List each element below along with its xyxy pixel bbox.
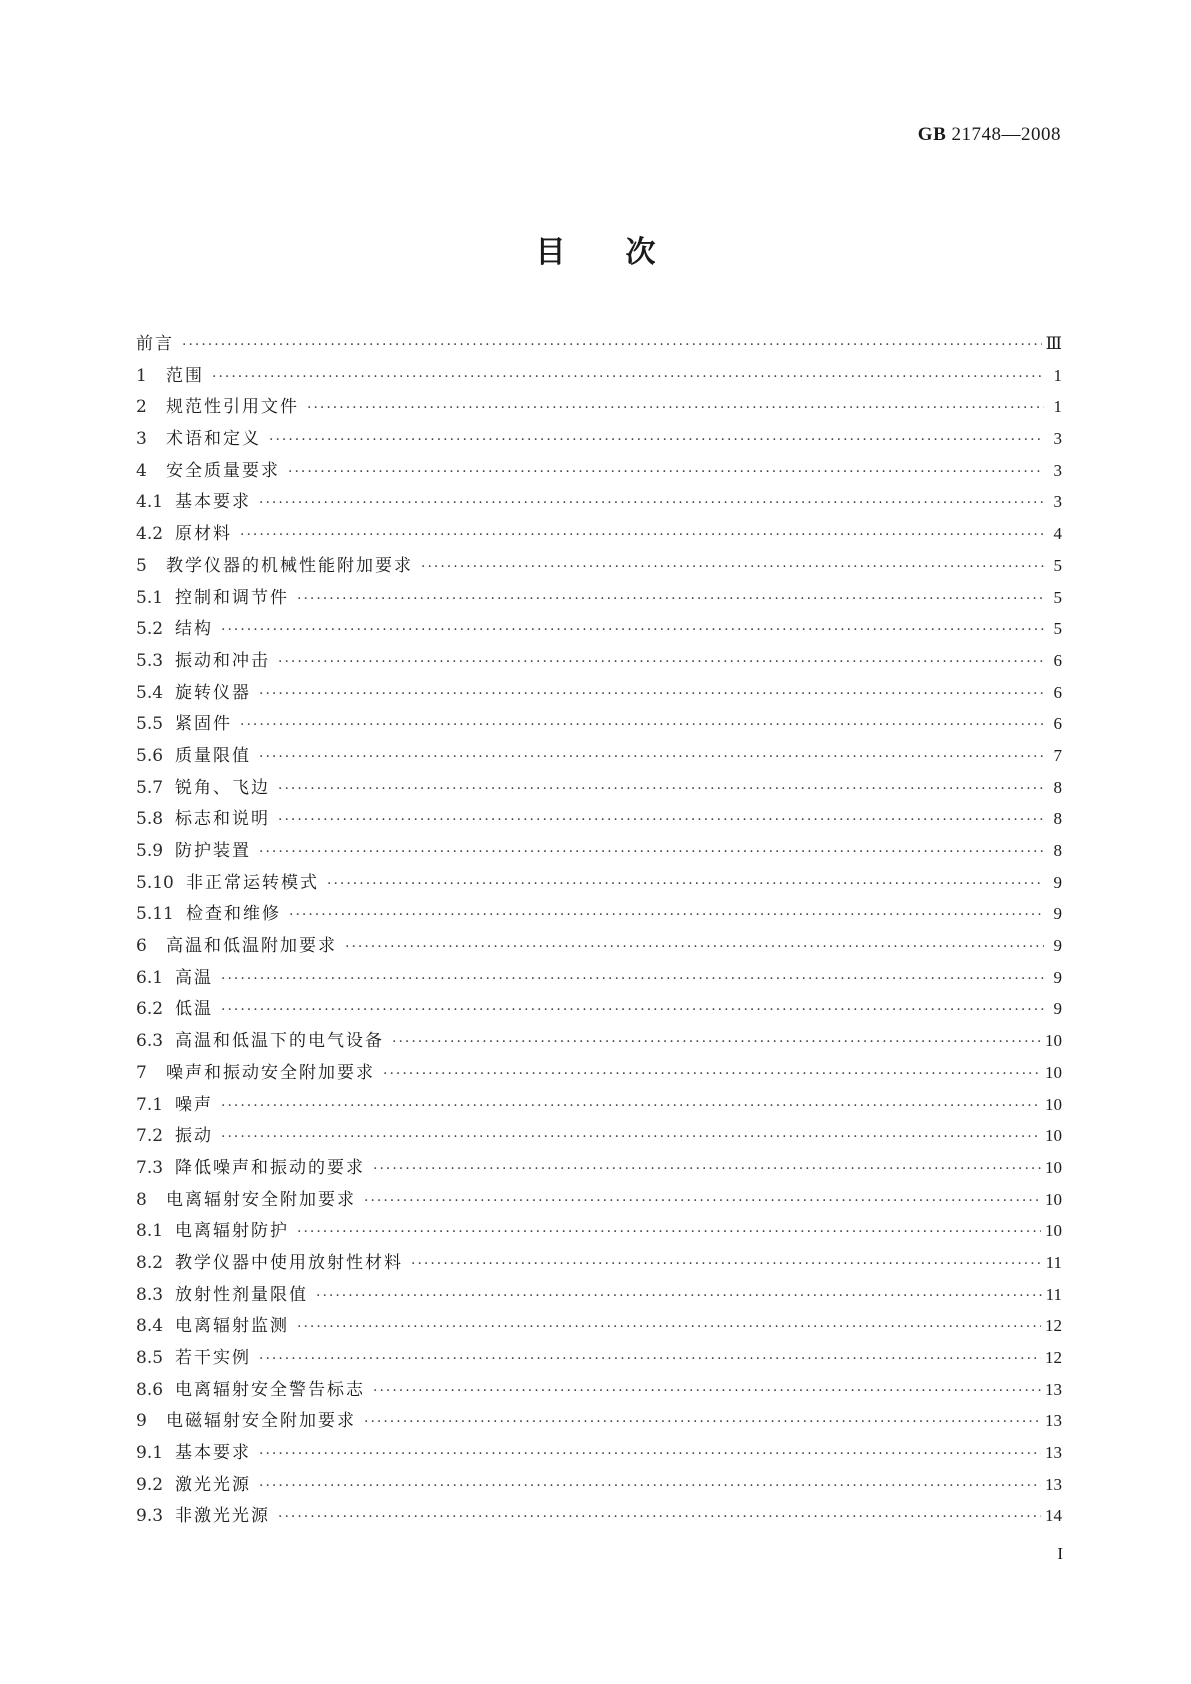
toc-entry[interactable] xyxy=(136,455,1062,487)
toc-entry[interactable] xyxy=(136,835,1062,867)
toc-entry-page: 6 xyxy=(1053,682,1062,702)
toc-entry-number: 8.6 xyxy=(136,1379,164,1400)
toc-leader-dots xyxy=(212,362,1044,394)
toc-entry-label: 原材料 xyxy=(175,524,232,545)
document-code-number: 21748—2008 xyxy=(951,124,1061,145)
toc-entry-page: Ⅲ xyxy=(1045,334,1062,353)
toc-leader-dots xyxy=(297,584,1044,616)
toc-leader-dots xyxy=(259,1344,1041,1376)
toc-entry-label: 噪声 xyxy=(175,1094,213,1115)
page-title: 目次 xyxy=(535,235,716,270)
toc-entry-page: 10 xyxy=(1045,1031,1062,1051)
toc-entry-page: 4 xyxy=(1053,524,1062,544)
toc-entry-number: 9 xyxy=(136,1411,147,1432)
toc-leader-dots xyxy=(182,330,1042,362)
toc-entry-label: 高温 xyxy=(175,967,213,988)
toc-entry-page: 1 xyxy=(1053,397,1062,417)
toc-leader-dots xyxy=(221,1091,1041,1123)
toc-entry[interactable] xyxy=(136,1342,1062,1374)
toc-entry-label: 非正常运转模式 xyxy=(186,872,319,893)
toc-entry-label: 低温 xyxy=(175,999,213,1020)
toc-entry[interactable] xyxy=(136,423,1062,455)
toc-entry[interactable] xyxy=(136,550,1062,582)
toc-entry-number: 5.3 xyxy=(136,650,164,671)
toc-entry[interactable] xyxy=(136,1152,1062,1184)
toc-leader-dots xyxy=(221,1122,1041,1154)
toc-entry-number: 8.5 xyxy=(136,1348,164,1368)
toc-entry-number: 8 xyxy=(136,1189,147,1210)
toc-entry-label: 安全质量要求 xyxy=(166,460,280,481)
toc-entry-page: 13 xyxy=(1045,1443,1062,1463)
toc-entry-label: 标志和说明 xyxy=(175,809,270,830)
toc-entry-page: 9 xyxy=(1053,936,1062,956)
toc-entry[interactable] xyxy=(136,391,1062,423)
toc-entry[interactable] xyxy=(136,898,1062,930)
toc-entry-page: 8 xyxy=(1053,777,1062,797)
toc-entry[interactable] xyxy=(136,645,1062,677)
toc-entry-page: 8 xyxy=(1053,809,1062,829)
toc-entry-number: 7 xyxy=(136,1062,147,1083)
toc-entry-page: 5 xyxy=(1053,619,1062,639)
toc-leader-dots xyxy=(327,869,1044,901)
toc-entry-page: 6 xyxy=(1053,714,1062,734)
toc-entry[interactable] xyxy=(136,360,1062,392)
toc-entry-page: 13 xyxy=(1045,1379,1062,1399)
toc-entry-page: 3 xyxy=(1053,460,1062,480)
toc-entry-number: 3 xyxy=(136,429,147,450)
toc-entry-page: 3 xyxy=(1053,429,1062,449)
toc-entry-label: 高温和低温下的电气设备 xyxy=(175,1031,384,1052)
toc-entry[interactable] xyxy=(136,582,1062,614)
toc-entry[interactable] xyxy=(136,677,1062,709)
page-number: I xyxy=(1057,1544,1063,1563)
toc-entry-label: 基本要求 xyxy=(175,1443,251,1464)
toc-entry[interactable] xyxy=(136,1405,1062,1437)
toc-leader-dots xyxy=(411,1249,1042,1281)
toc-entry-label: 控制和调节件 xyxy=(175,587,289,608)
toc-leader-dots xyxy=(240,520,1044,552)
toc-entry-page: 11 xyxy=(1045,1284,1062,1304)
toc-entry[interactable] xyxy=(136,1437,1062,1469)
toc-entry-label: 电离辐射监测 xyxy=(175,1316,289,1337)
toc-leader-dots xyxy=(240,710,1044,742)
toc-entry-label: 范围 xyxy=(166,365,204,386)
toc-entry-number: 7.3 xyxy=(136,1157,164,1178)
toc-entry[interactable] xyxy=(136,1310,1062,1342)
toc-leader-dots xyxy=(307,393,1044,425)
toc-entry-number: 5.8 xyxy=(136,809,164,830)
toc-leader-dots xyxy=(221,995,1044,1027)
toc-entry-number: 9.2 xyxy=(136,1474,164,1495)
toc-entry[interactable] xyxy=(136,930,1062,962)
toc-leader-dots xyxy=(373,1154,1041,1186)
toc-entry-label: 检查和维修 xyxy=(186,904,281,925)
toc-entry[interactable] xyxy=(136,518,1062,550)
toc-entry[interactable] xyxy=(136,328,1062,360)
toc-leader-dots xyxy=(392,1027,1041,1059)
toc-entry-label: 防护装置 xyxy=(175,841,251,861)
toc-entry[interactable] xyxy=(136,740,1062,772)
toc-entry-number: 8.2 xyxy=(136,1252,164,1273)
toc-leader-dots xyxy=(259,837,1044,869)
toc-entry-number: 4.1 xyxy=(136,492,164,513)
toc-entry-page: 12 xyxy=(1045,1316,1062,1336)
toc-entry-number: 7.2 xyxy=(136,1126,164,1147)
toc-entry-label: 放射性剂量限值 xyxy=(175,1284,308,1305)
toc-entry-number: 5.4 xyxy=(136,682,164,703)
toc-entry-label: 规范性引用文件 xyxy=(166,397,299,418)
table-of-contents xyxy=(136,328,1062,1532)
toc-entry-number: 5.6 xyxy=(136,745,164,766)
toc-leader-dots xyxy=(316,1281,1042,1313)
toc-entry[interactable] xyxy=(136,1215,1062,1247)
toc-leader-dots xyxy=(259,1439,1041,1471)
toc-entry-number: 9.1 xyxy=(136,1443,164,1464)
toc-leader-dots xyxy=(278,647,1044,679)
toc-entry-page: 9 xyxy=(1053,967,1062,987)
toc-entry-page: 3 xyxy=(1053,492,1062,512)
toc-entry[interactable] xyxy=(136,1247,1062,1279)
toc-entry[interactable] xyxy=(136,1469,1062,1501)
toc-entry-page: 1 xyxy=(1053,365,1062,385)
toc-entry-label: 结构 xyxy=(175,619,213,640)
toc-entry[interactable] xyxy=(136,1089,1062,1121)
toc-entry-page: 13 xyxy=(1045,1411,1062,1431)
toc-entry-label: 噪声和振动安全附加要求 xyxy=(166,1062,375,1083)
toc-entry[interactable] xyxy=(136,962,1062,994)
toc-entry-label: 电磁辐射安全附加要求 xyxy=(166,1411,356,1432)
toc-leader-dots xyxy=(383,1059,1041,1091)
toc-entry-number: 5.9 xyxy=(136,841,164,861)
toc-entry-page: 9 xyxy=(1053,999,1062,1019)
toc-entry-label: 术语和定义 xyxy=(166,429,261,450)
toc-entry[interactable] xyxy=(136,1500,1062,1532)
toc-entry-page: 12 xyxy=(1045,1348,1062,1367)
toc-leader-dots xyxy=(297,1217,1041,1249)
toc-entry-number: 1 xyxy=(136,365,147,386)
toc-entry-page: 10 xyxy=(1045,1094,1062,1114)
toc-leader-dots xyxy=(259,488,1044,520)
toc-leader-dots xyxy=(259,679,1044,711)
toc-entry-number: 5 xyxy=(136,555,147,576)
toc-entry[interactable] xyxy=(136,867,1062,899)
toc-entry[interactable] xyxy=(136,993,1062,1025)
toc-leader-dots xyxy=(288,457,1044,489)
toc-entry-number: 6.1 xyxy=(136,967,164,988)
toc-entry-label: 紧固件 xyxy=(175,714,232,735)
toc-entry-label: 电离辐射安全附加要求 xyxy=(166,1189,356,1210)
toc-entry-number: 8.1 xyxy=(136,1221,164,1242)
toc-entry[interactable] xyxy=(136,613,1062,645)
toc-leader-dots xyxy=(373,1376,1041,1408)
toc-leader-dots xyxy=(259,742,1044,774)
toc-leader-dots xyxy=(259,1471,1041,1503)
toc-entry-number: 6 xyxy=(136,936,147,957)
toc-entry-label: 教学仪器的机械性能附加要求 xyxy=(166,555,413,576)
toc-entry[interactable] xyxy=(136,1184,1062,1216)
toc-leader-dots xyxy=(221,964,1044,996)
toc-entry-page: 9 xyxy=(1053,872,1062,892)
toc-entry-number: 9.3 xyxy=(136,1506,164,1527)
toc-entry-page: 10 xyxy=(1045,1126,1062,1146)
toc-leader-dots xyxy=(289,900,1044,932)
toc-entry-number: 5.5 xyxy=(136,714,164,735)
toc-entry-number: 8.4 xyxy=(136,1316,164,1337)
toc-entry[interactable] xyxy=(136,486,1062,518)
toc-entry-page: 9 xyxy=(1053,904,1062,924)
toc-entry-page: 5 xyxy=(1053,555,1062,575)
document-code-prefix: GB xyxy=(917,124,947,145)
toc-entry-number: 5.2 xyxy=(136,619,164,640)
toc-entry[interactable] xyxy=(136,1025,1062,1057)
toc-entry-page: 8 xyxy=(1053,841,1062,860)
toc-entry-number: 6.2 xyxy=(136,999,164,1020)
toc-entry[interactable] xyxy=(136,803,1062,835)
toc-leader-dots xyxy=(278,774,1044,806)
toc-entry-number: 5.11 xyxy=(136,904,174,925)
toc-entry-page: 5 xyxy=(1053,587,1062,607)
toc-entry-page: 10 xyxy=(1045,1189,1062,1209)
toc-entry-number: 4.2 xyxy=(136,524,164,545)
toc-entry-label: 质量限值 xyxy=(175,745,251,766)
toc-entry-page: 11 xyxy=(1045,1252,1062,1272)
toc-entry[interactable] xyxy=(136,1057,1062,1089)
toc-entry-label: 前言 xyxy=(136,334,174,354)
toc-entry-number: 4 xyxy=(136,460,147,481)
toc-entry-page: 6 xyxy=(1053,650,1062,670)
toc-leader-dots xyxy=(345,932,1044,964)
toc-entry-number: 8.3 xyxy=(136,1284,164,1305)
toc-entry[interactable] xyxy=(136,1279,1062,1311)
toc-entry-page: 10 xyxy=(1045,1221,1062,1241)
toc-entry-label: 旋转仪器 xyxy=(175,682,251,703)
toc-entry-number: 2 xyxy=(136,397,147,418)
toc-leader-dots xyxy=(269,425,1044,457)
toc-leader-dots xyxy=(278,805,1044,837)
toc-entry-label: 非激光光源 xyxy=(175,1506,270,1527)
toc-entry-page: 10 xyxy=(1045,1157,1062,1177)
toc-leader-dots xyxy=(421,552,1044,584)
toc-entry-label: 高温和低温附加要求 xyxy=(166,936,337,957)
toc-entry-label: 锐角、飞边 xyxy=(175,777,270,798)
toc-entry-label: 电离辐射安全警告标志 xyxy=(175,1379,365,1400)
toc-entry-label: 降低噪声和振动的要求 xyxy=(175,1157,365,1178)
toc-entry[interactable] xyxy=(136,772,1062,804)
document-code xyxy=(918,124,1061,146)
toc-leader-dots xyxy=(364,1407,1041,1439)
toc-entry-page: 7 xyxy=(1053,745,1062,765)
toc-entry-label: 电离辐射防护 xyxy=(175,1221,289,1242)
toc-entry-number: 7.1 xyxy=(136,1094,164,1115)
toc-entry-page: 14 xyxy=(1045,1506,1062,1526)
toc-leader-dots xyxy=(278,1502,1041,1534)
toc-entry-number: 5.10 xyxy=(136,872,174,893)
toc-entry-label: 振动和冲击 xyxy=(175,650,270,671)
toc-entry-label: 基本要求 xyxy=(175,492,251,513)
toc-entry-number: 5.1 xyxy=(136,587,164,608)
toc-leader-dots xyxy=(221,615,1044,647)
toc-entry-label: 教学仪器中使用放射性材料 xyxy=(175,1252,403,1273)
toc-entry-page: 10 xyxy=(1045,1062,1062,1082)
toc-entry-number: 5.7 xyxy=(136,777,164,798)
toc-entry-label: 激光光源 xyxy=(175,1474,251,1495)
toc-entry[interactable] xyxy=(136,1374,1062,1406)
toc-entry-label: 振动 xyxy=(175,1126,213,1147)
toc-entry-number: 6.3 xyxy=(136,1031,164,1052)
toc-entry[interactable] xyxy=(136,708,1062,740)
toc-leader-dots xyxy=(297,1312,1041,1344)
toc-entry-label: 若干实例 xyxy=(175,1348,251,1368)
toc-entry-page: 13 xyxy=(1045,1474,1062,1494)
toc-entry[interactable] xyxy=(136,1120,1062,1152)
toc-leader-dots xyxy=(364,1186,1041,1218)
